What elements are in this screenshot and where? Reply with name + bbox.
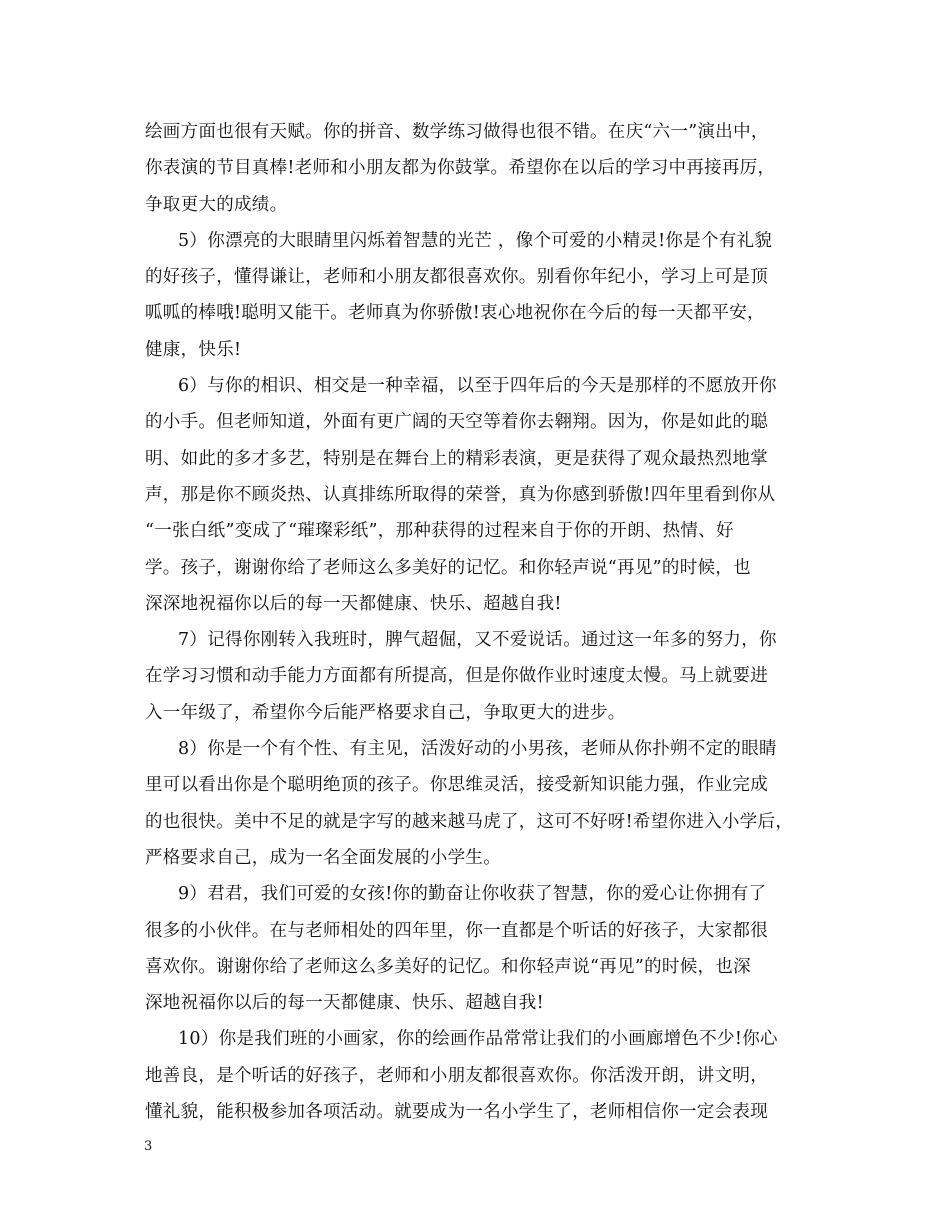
text-line: 深地祝福你以后的每一天都健康、快乐、超越自我! [145,993,544,1014]
text-line: 10）你是我们班的小画家，你的绘画作品常常让我们的小画廊增色不少!你心 [178,1029,778,1050]
text-line: 6）与你的相识、相交是一种幸福，以至于四年后的今天是那样的不愿放开你 [178,376,777,397]
text-line: 喜欢你。谢谢你给了老师这么多美好的记忆。和你轻声说“再见”的时候，也深 [145,956,751,977]
text-line: 深深地祝福你以后的每一天都健康、快乐、超越自我! [145,593,562,614]
text-line: 健康，快乐! [145,339,242,360]
text-line: 里可以看出你是个聪明绝顶的孩子。你思维灵活，接受新知识能力强，作业完成 [145,775,768,796]
text-line: 你表演的节目真棒!老师和小朋友都为你鼓掌。希望你在以后的学习中再接再厉， [145,158,776,179]
paragraph-7 [145,622,825,731]
text-line: 的小手。但老师知道，外面有更广阔的天空等着你去翱翔。因为，你是如此的聪 [145,412,768,433]
text-line: 懂礼貌，能积极参加各项活动。就要成为一名小学生了，老师相信你一定会表现 [145,1102,768,1123]
text-line: 的也很快。美中不足的就是字写的越来越马虎了，这可不好呀!希望你进入小学后， [145,811,794,832]
text-line: 争取更大的成绩。 [145,194,288,215]
text-line: 声，那是你不顾炎热、认真排练所取得的荣誉，真为你感到骄傲!四年里看到你从 [145,484,776,505]
text-line: 7）记得你刚转入我班时，脾气超倔，又不爱说话。通过这一年多的努力，你 [178,630,777,651]
text-line: 地善良，是个听话的好孩子，老师和小朋友都很喜欢你。你活泼开朗，讲文明， [145,1065,768,1086]
paragraph-6 [145,368,825,622]
paragraph-continuation [145,114,825,223]
text-line: 9）君君，我们可爱的女孩!你的勤奋让你收获了智慧，你的爱心让你拥有了 [178,884,767,905]
page-number: 3 [144,1139,153,1154]
text-line: 绘画方面也很有天赋。你的拼音、数学练习做得也很不错。在庆“六一”演出中， [145,122,769,142]
document-body [145,114,825,1130]
paragraph-9 [145,876,825,1021]
text-line: 5）你漂亮的大眼睛里闪烁着智慧的光芒 ，像个可爱的小精灵!你是个有礼貌 [178,230,773,251]
text-line: 在学习习惯和动手能力方面都有所提高，但是你做作业时速度太慢。马上就要进 [145,666,768,687]
text-line: 学。孩子，谢谢你给了老师这么多美好的记忆。和你轻声说“再见”的时候，也 [145,557,751,578]
text-line: 的好孩子，懂得谦让，老师和小朋友都很喜欢你。别看你年纪小，学习上可是顶 [145,267,768,288]
text-line: 明、如此的多才多艺，特别是在舞台上的精彩表演，更是获得了观众最热烈地掌 [145,448,768,469]
paragraph-8 [145,731,825,876]
text-line: “一张白纸”变成了“璀璨彩纸”，那种获得的过程来自于你的开朗、热情、好 [145,521,734,542]
text-line: 呱呱的棒哦!聪明又能干。老师真为你骄傲!衷心地祝你在今后的每一天都平安， [145,303,765,324]
text-line: 严格要求自己，成为一名全面发展的小学生。 [145,847,501,868]
text-line: 入一年级了，希望你今后能严格要求自己，争取更大的进步。 [145,702,626,723]
text-line: 很多的小伙伴。在与老师相处的四年里，你一直都是个听话的好孩子，大家都很 [145,920,768,941]
paragraph-5 [145,223,825,368]
paragraph-10 [145,1021,825,1130]
text-line: 8）你是一个有个性、有主见，活泼好动的小男孩，老师从你扑朔不定的眼睛 [178,739,777,760]
